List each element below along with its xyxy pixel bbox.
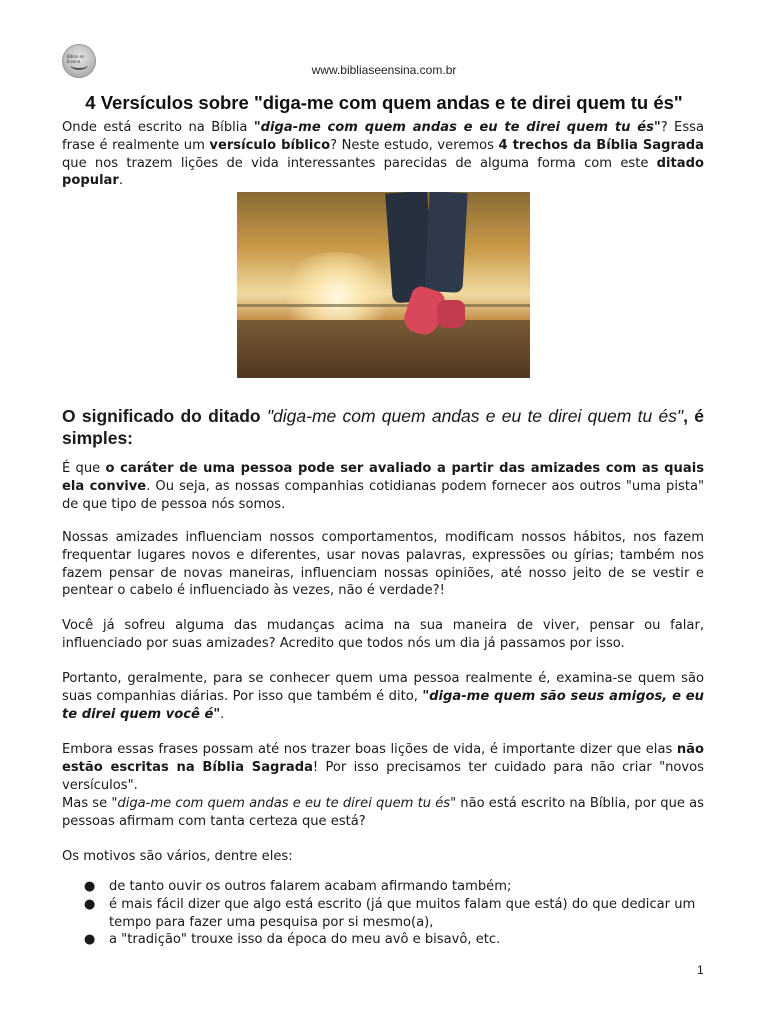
p4-text: Portanto, geralmente, para se conhecer quem uma pessoa realmente é, examina-se quem são suas companhias diárias. Por isso que também é dito, [62,671,704,704]
p1-text: . Ou seja, as nossas companhias cotidianas podem fornecer aos outros "uma pista" de que tipo de pessoa nós somos. [62,478,705,512]
list-item [62,878,704,896]
list-item [62,896,704,932]
bullet-icon: ● [84,932,96,948]
intro-text: que nos trazem lições de vida interessantes parecidas de alguma forma com este [62,155,657,171]
heading-quote: "diga-me com quem andas e eu te direi quem tu és" [266,406,684,426]
bullet-icon: ● [84,896,96,912]
site-url[interactable]: www.bibliaseensina.com.br [311,63,457,77]
intro-paragraph [62,119,704,190]
paragraph-5 [62,741,704,794]
p5-bold: não estão escritas na Bíblia Sagrada [62,742,704,775]
reasons-list [62,878,704,949]
heading-text: , é simples: [62,406,704,448]
p5-text: ! Por isso precisamos ter cuidado para não criar "novos versículos". [62,759,704,793]
intro-bold: 4 trechos da Bíblia Sagrada [498,137,705,153]
logo-text: Bíblia se Ensina [67,54,84,64]
page-title: 4 Versículos sobre "diga-me com quem andas e te direi quem tu és" [85,92,683,113]
p5-text: Embora essas frases possam até nos trazer boas lições de vida, é importante dizer que elas [62,742,677,757]
intro-text: . [118,173,124,189]
intro-text: ? Neste estudo, veremos [330,137,499,153]
p4-text: . [220,706,225,722]
page-number: 1 [697,963,704,977]
intro-text: Onde está escrito na Bíblia [62,120,254,135]
paragraph-2: Nossas amizades influenciam nossos comportamentos, modificam nossos hábitos, nos fazem frequentar lugares novos e diferentes, usar novas palavras, expressões ou gírias; também nos fazem pensar de novas maneiras, influenciam nossas opiniões, até nosso jeito de se vestir e pentear o cabelo é influenciado às vezes, não é verdade?! [62,530,704,599]
p4-quote: "diga-me quem são seus amigos, e eu te direi quem você é" [62,688,704,722]
paragraph-7: Os motivos são vários, dentre eles: [62,849,293,864]
p1-bold: o caráter de uma pessoa pode ser avaliado a partir das amizades com as quais ela convive [62,461,704,494]
intro-bold: ditado popular [62,155,704,189]
intro-bold: versículo bíblico [209,137,331,153]
paragraph-4 [62,670,704,723]
list-item-text: é mais fácil dizer que algo está escrito (já que muitos falam que está) do que dedicar um tempo para fazer uma pesquisa por si mesmo(a), [109,896,696,930]
bullet-icon: ● [84,879,96,894]
right-shoe [437,300,465,328]
list-item [62,931,704,949]
p6-quote: "diga-me com quem andas e eu te direi quem tu és" [111,796,457,811]
p6-text: não está escrito na Bíblia, por que as pessoas afirmam com tanta certeza que está? [62,796,704,829]
p1-text: É que [62,461,106,476]
section-heading [62,405,704,449]
heading-text: O significado do ditado [62,406,267,426]
p6-text: Mas se [62,796,112,811]
list-item-text: a "tradição" trouxe isso da época do meu avô e bisavô, etc. [109,932,501,948]
right-leg [424,192,467,293]
intro-text: ? Essa frase é realmente um [62,120,704,153]
list-item-text: de tanto ouvir os outros falarem acabam afirmando também; [109,879,512,894]
paragraph-3: Você já sofreu alguma das mudanças acima na sua maneira de viver, pensar ou falar, influenciado por suas amizades? Acredito que todos nós um dia já passamos por isso. [62,618,704,651]
paragraph-1 [62,460,704,513]
intro-quote: "diga-me com quem andas e eu te direi quem tu és" [253,120,661,135]
paragraph-6 [62,795,704,831]
walking-feet-photo [237,192,530,378]
horizon-line [237,304,530,307]
ground [237,320,530,378]
